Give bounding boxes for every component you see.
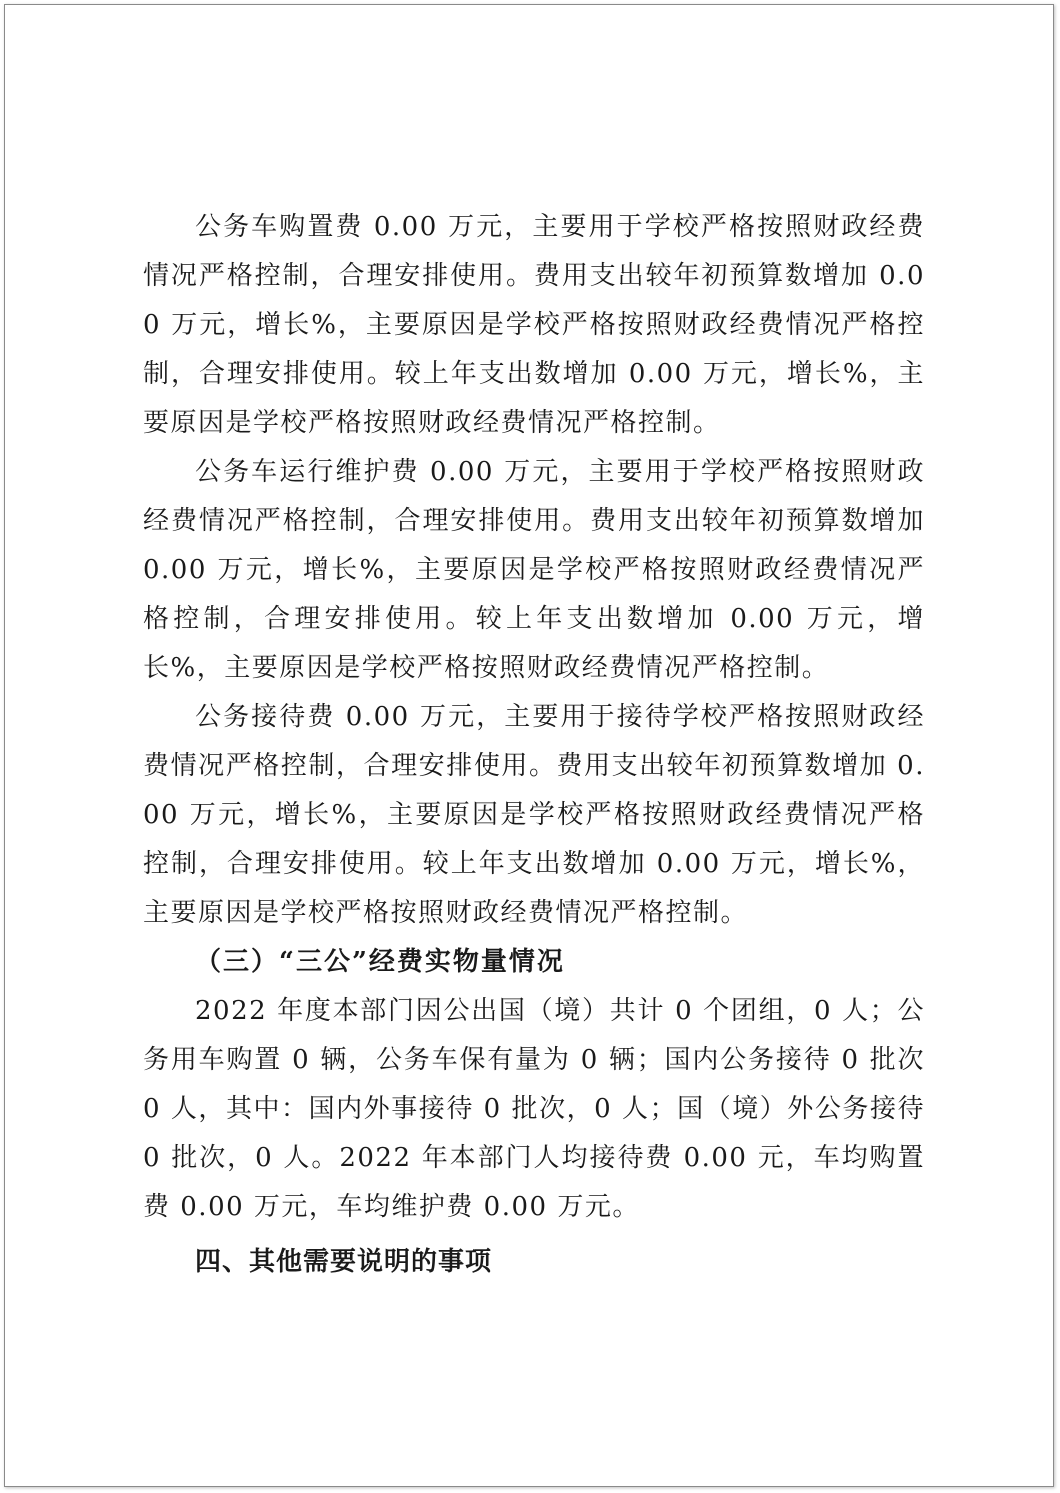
paragraph-vehicle-purchase: 公务车购置费 0.00 万元，主要用于学校严格按照财政经费情况严格控制，合理安排使用。费用支出较年初预算数增加 0.00 万元，增长%，主要原因是学校严格按照财政经费情况严格控制，合理安排使用。较上年支出数增加 0.00 万元，增长%，主要原因是学校严格按照财政经费情况严格控制。 <box>143 212 925 438</box>
paragraph-vehicle-maintenance: 公务车运行维护费 0.00 万元，主要用于学校严格按照财政经费情况严格控制，合理安排使用。费用支出较年初预算数增加 0.00 万元，增长%，主要原因是学校严格按照财政经费情况严格控制，合理安排使用。较上年支出数增加 0.00 万元，增长%，主要原因是学校严格按照财政经费情况严格控制。 <box>143 457 925 683</box>
document-page <box>4 4 1054 1487</box>
subheading-physical-quantity: （三）“三公”经费实物量情况 <box>195 947 565 977</box>
paragraph-summary: 2022 年度本部门因公出国（境）共计 0 个团组，0 人；公务用车购置 0 辆，公务车保有量为 0 辆；国内公务接待 0 批次 0 人，其中：国内外事接待 0 批次，0 人；国（境）外公务接待 0 批次，0 人。2022 年本部门人均接待费 0.00 元，车均购置费 0.00 万元，车均维护费 0.00 万元。 <box>143 996 925 1222</box>
paragraph-reception: 公务接待费 0.00 万元，主要用于接待学校严格按照财政经费情况严格控制，合理安排使用。费用支出较年初预算数增加 0.00 万元，增长%，主要原因是学校严格按照财政经费情况严格控制，合理安排使用。较上年支出数增加 0.00 万元，增长%，主要原因是学校严格按照财政经费情况严格控制。 <box>143 702 925 928</box>
section-heading-other-matters: 四、其他需要说明的事项 <box>195 1247 493 1277</box>
document-body <box>143 203 925 1287</box>
